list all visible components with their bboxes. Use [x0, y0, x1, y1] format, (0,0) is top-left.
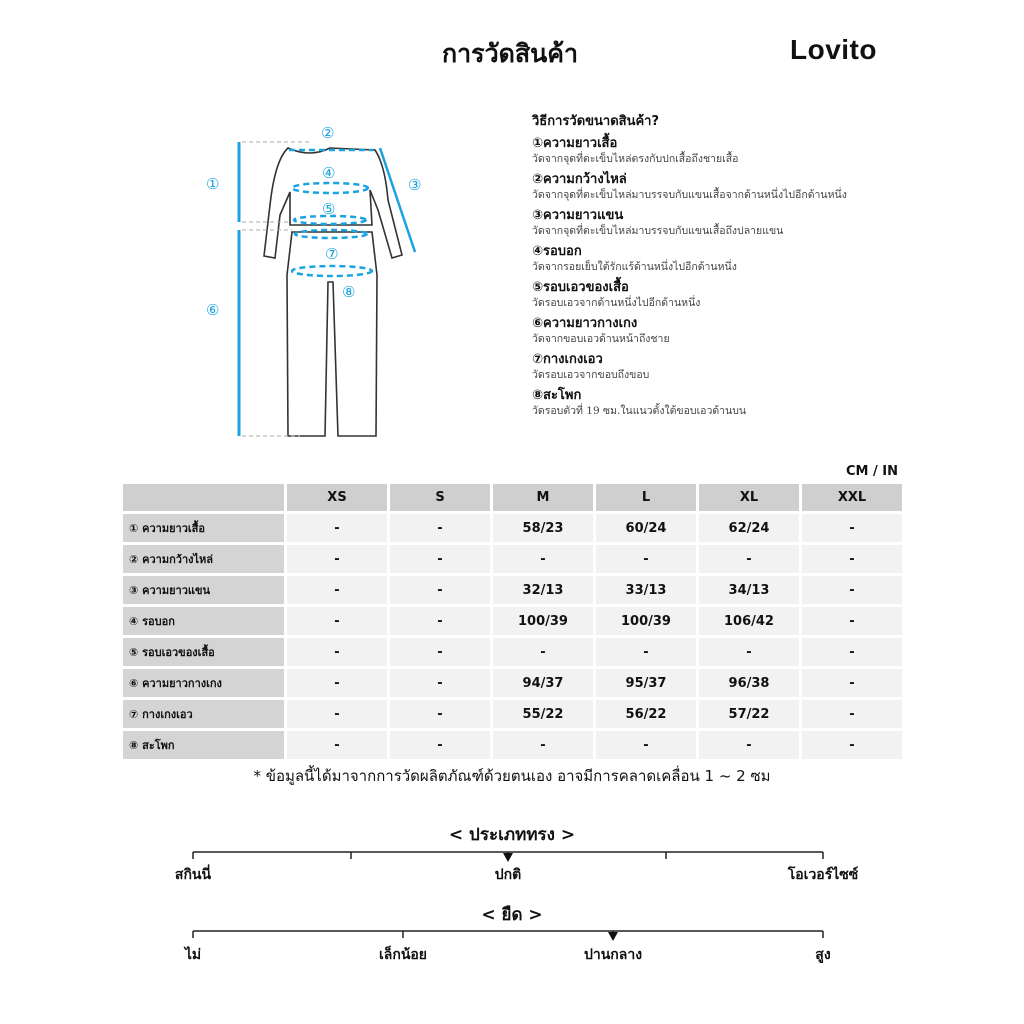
row-label: ③ ความยาวแขน [123, 576, 284, 604]
guide-item-desc: วัดจากจุดที่ตะเข็บไหล่มาบรรจบกับแขนเสื้อจากด้านหนึ่งไปอีกด้านหนึ่ง [532, 189, 847, 201]
fit-scale-bar [193, 852, 823, 862]
table-cell: 60/24 [596, 514, 696, 542]
size-column-header: S [390, 484, 490, 511]
table-cell: - [596, 731, 696, 759]
table-cell: - [287, 607, 387, 635]
table-cell: - [802, 576, 902, 604]
table-row [123, 731, 902, 759]
guide-item-name: ①ความยาวเสื้อ [532, 136, 618, 151]
table-row [123, 545, 902, 573]
table-row [123, 700, 902, 728]
guide-item [532, 135, 952, 167]
table-cell: 62/24 [699, 514, 799, 542]
size-column-header: XS [287, 484, 387, 511]
table-row [123, 514, 902, 542]
table-cell: 56/22 [596, 700, 696, 728]
table-cell: 34/13 [699, 576, 799, 604]
table-row [123, 638, 902, 666]
table-cell: - [699, 545, 799, 573]
guide-item-desc: วัดจากขอบเอวด้านหน้าถึงชาย [532, 333, 670, 345]
marker-6: ⑥ [206, 301, 220, 319]
marker-4: ④ [322, 164, 336, 182]
measurement-note: * ข้อมูลนี้ได้มาจากการวัดผลิตภัณฑ์ด้วยตนเอง อาจมีการคลาดเคลื่อน 1 ~ 2 ซม [253, 767, 771, 785]
table-cell: - [493, 638, 593, 666]
table-cell: - [390, 545, 490, 573]
table-cell: - [390, 638, 490, 666]
table-cell: - [390, 731, 490, 759]
stretch-scale-bar [193, 931, 823, 941]
table-cell: - [287, 669, 387, 697]
table-cell: - [287, 700, 387, 728]
size-table [120, 481, 905, 762]
table-cell: 32/13 [493, 576, 593, 604]
table-cell: 96/38 [699, 669, 799, 697]
row-label: ⑧ สะโพก [123, 731, 284, 759]
table-cell: 58/23 [493, 514, 593, 542]
guide-item-desc: วัดจากรอยเย็บใต้รักแร้ด้านหนึ่งไปอีกด้านหนึ่ง [532, 261, 737, 273]
fit-label-skinny: สกินนี่ [174, 867, 212, 883]
marker-3: ③ [408, 176, 422, 194]
stretch-label-high: สูง [815, 947, 831, 963]
table-cell: - [699, 731, 799, 759]
table-cell: - [596, 638, 696, 666]
measuring-guide [532, 110, 952, 423]
table-cell: - [699, 638, 799, 666]
unit-label: CM / IN [846, 464, 898, 479]
fit-indicator-icon [503, 853, 513, 862]
guide-item [532, 315, 952, 347]
guide-item [532, 171, 952, 203]
size-column-header: XL [699, 484, 799, 511]
table-cell: - [390, 607, 490, 635]
stretch-label-none: ไม่ [184, 947, 202, 963]
table-cell: 100/39 [596, 607, 696, 635]
guide-item [532, 207, 952, 239]
stretch-indicator-icon [608, 932, 618, 941]
table-cell: - [287, 731, 387, 759]
brand-logo: Lovito [790, 34, 877, 65]
guide-item-name: ⑤รอบเอวของเสื้อ [532, 280, 629, 295]
table-cell: - [287, 576, 387, 604]
marker-8: ⑧ [342, 283, 356, 301]
table-cell: - [390, 576, 490, 604]
size-column-header: L [596, 484, 696, 511]
row-label: ④ รอบอก [123, 607, 284, 635]
table-cell: - [802, 700, 902, 728]
garment-diagram [195, 118, 435, 448]
guide-heading: วิธีการวัดขนาดสินค้า? [532, 114, 660, 129]
guide-item-name: ②ความกว้างไหล่ [532, 172, 627, 187]
table-cell: - [287, 545, 387, 573]
guide-item-name: ⑧สะโพก [532, 388, 582, 403]
row-label: ⑤ รอบเอวของเสื้อ [123, 638, 284, 666]
table-cell: 94/37 [493, 669, 593, 697]
table-cell: - [802, 731, 902, 759]
table-cell: - [802, 669, 902, 697]
row-label: ② ความกว้างไหล่ [123, 545, 284, 573]
row-label: ⑦ กางเกงเอว [123, 700, 284, 728]
table-cell: - [802, 545, 902, 573]
table-cell: 57/22 [699, 700, 799, 728]
table-cell: 33/13 [596, 576, 696, 604]
table-row [123, 607, 902, 635]
guide-item-desc: วัดจากจุดที่ตะเข็บไหล่มาบรรจบกับแขนเสื้อถึงปลายแขน [532, 225, 784, 237]
table-cell: - [493, 731, 593, 759]
row-label: ⑥ ความยาวกางเกง [123, 669, 284, 697]
marker-1: ① [206, 175, 220, 193]
table-cell: - [390, 669, 490, 697]
table-cell: - [802, 638, 902, 666]
table-cell: - [802, 514, 902, 542]
table-row [123, 576, 902, 604]
table-cell: - [493, 545, 593, 573]
fit-label-oversize: โอเวอร์ไซซ์ [787, 867, 859, 883]
guide-item [532, 351, 952, 383]
table-corner-cell [123, 484, 284, 511]
table-cell: 95/37 [596, 669, 696, 697]
marker-5: ⑤ [322, 200, 336, 218]
guide-item-name: ③ความยาวแขน [532, 208, 624, 223]
stretch-label-slight: เล็กน้อย [378, 947, 428, 963]
guide-item-name: ④รอบอก [532, 244, 582, 259]
guide-item-desc: วัดจากจุดที่ตะเข็บไหล่ตรงกับปกเสื้อถึงชายเสื้อ [532, 153, 739, 165]
table-cell: - [287, 514, 387, 542]
guide-item-name: ⑦กางเกงเอว [532, 352, 603, 367]
guide-item [532, 279, 952, 311]
guide-item [532, 243, 952, 275]
size-column-header: XXL [802, 484, 902, 511]
table-cell: 100/39 [493, 607, 593, 635]
fit-scale-title: < ประเภททรง > [448, 825, 576, 845]
table-cell: - [390, 700, 490, 728]
guide-item-name: ⑥ความยาวกางเกง [532, 316, 638, 331]
table-cell: - [802, 607, 902, 635]
marker-2: ② [321, 124, 335, 142]
guide-item [532, 387, 952, 419]
marker-7: ⑦ [325, 245, 339, 263]
row-label: ① ความยาวเสื้อ [123, 514, 284, 542]
table-cell: 106/42 [699, 607, 799, 635]
size-column-header: M [493, 484, 593, 511]
table-cell: - [287, 638, 387, 666]
table-cell: 55/22 [493, 700, 593, 728]
stretch-label-medium: ปานกลาง [583, 947, 643, 963]
table-cell: - [390, 514, 490, 542]
fit-label-regular: ปกติ [494, 867, 522, 883]
guide-item-desc: วัดรอบเอวจากด้านหนึ่งไปอีกด้านหนึ่ง [532, 297, 701, 309]
guide-item-desc: วัดรอบเอวจากขอบถึงขอบ [532, 369, 650, 381]
table-cell: - [596, 545, 696, 573]
stretch-scale-title: < ยืด > [481, 905, 543, 925]
table-row [123, 669, 902, 697]
page-title: การวัดสินค้า [442, 39, 578, 68]
guide-item-desc: วัดรอบตัวที่ 19 ซม.ในแนวตั้งใต้ขอบเอวด้านบน [532, 405, 747, 417]
